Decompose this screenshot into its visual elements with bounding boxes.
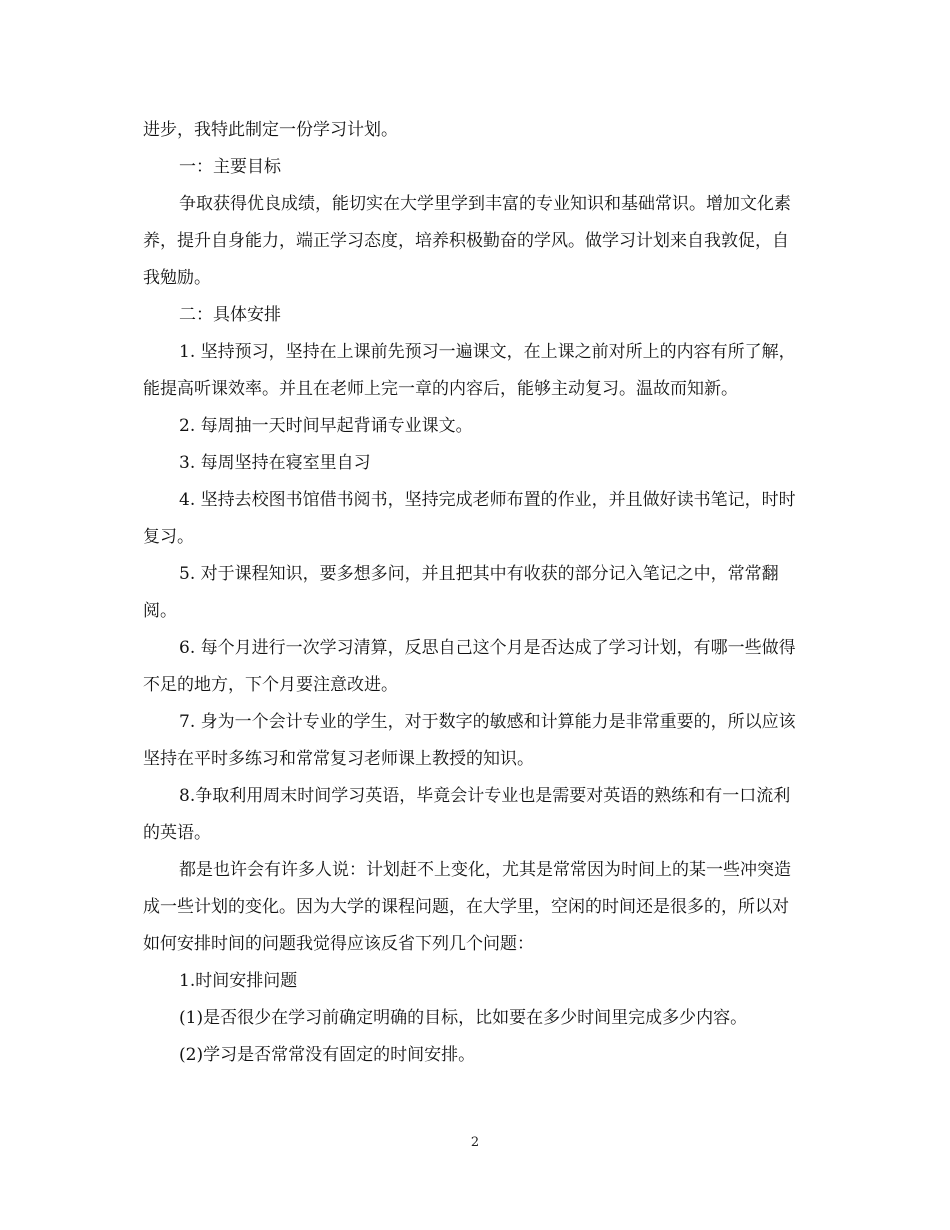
list-item: 7. 身为一个会计专业的学生，对于数字的敏感和计算能力是非常重要的，所以应该坚持在平时多练习和常常复习老师课上教授的知识。 xyxy=(143,712,796,769)
list-item: 8.争取利用周末时间学习英语，毕竟会计专业也是需要对英语的熟练和有一口流利的英语。 xyxy=(143,786,791,843)
page-number: 2 xyxy=(470,1135,480,1150)
list-item: 2. 每周抽一天时间早起背诵专业课文。 xyxy=(179,416,473,436)
document-body xyxy=(143,112,805,1074)
paragraph: 都是也许会有许多人说：计划赶不上变化，尤其是常常因为时间上的某一些冲突造成一些计划的变化。因为大学的课程问题，在大学里，空闲的时间还是很多的，所以对如何安排时间的问题我觉得应该反省下列几个问题： xyxy=(143,860,791,954)
paragraph: 争取获得优良成绩，能切实在大学里学到丰富的专业知识和基础常识。增加文化素养，提升自身能力，端正学习态度，培养积极勤奋的学风。做学习计划来自我敦促，自我勉励。 xyxy=(143,194,791,288)
list-item: 1. 坚持预习，坚持在上课前先预习一遍课文，在上课之前对所上的内容有所了解，能提高听课效率。并且在老师上完一章的内容后，能够主动复习。温故而知新。 xyxy=(143,342,796,399)
section-heading: 二：具体安排 xyxy=(179,305,281,325)
subsection-heading: 1.时间安排问题 xyxy=(179,971,298,991)
list-item: (2)学习是否常常没有固定的时间安排。 xyxy=(179,1045,476,1065)
list-item: 5. 对于课程知识，要多想多问，并且把其中有收获的部分记入笔记之中，常常翻阅。 xyxy=(143,564,779,621)
paragraph: 进步，我特此制定一份学习计划。 xyxy=(143,120,398,140)
section-heading: 一：主要目标 xyxy=(179,157,281,177)
list-item: 3. 每周坚持在寝室里自习 xyxy=(179,453,371,473)
list-item: (1)是否很少在学习前确定明确的目标，比如要在多少时间里完成多少内容。 xyxy=(179,1008,748,1028)
list-item: 4. 坚持去校图书馆借书阅书，坚持完成老师布置的作业，并且做好读书笔记，时时复习。 xyxy=(143,490,796,547)
list-item: 6. 每个月进行一次学习清算，反思自己这个月是否达成了学习计划，有哪一些做得不足的地方，下个月要注意改进。 xyxy=(143,638,796,695)
